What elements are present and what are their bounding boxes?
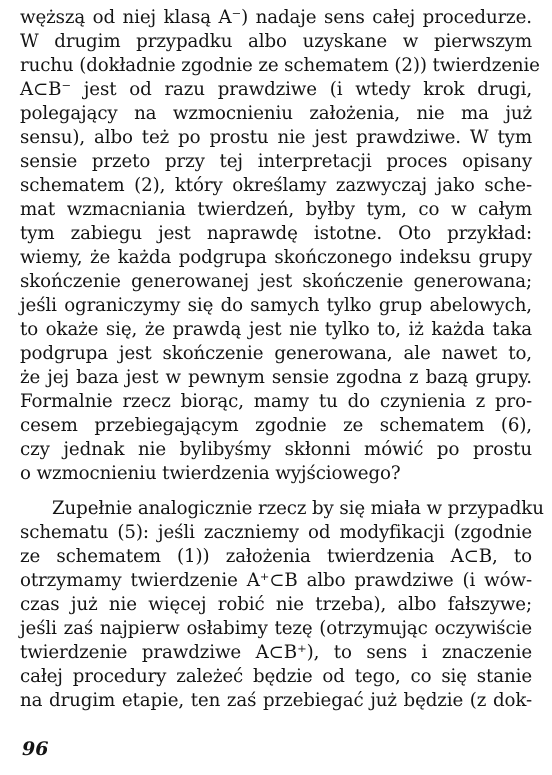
- text-line: polegający na wzmocnieniu założenia, nie ma już: [20, 103, 532, 124]
- text-line: całej procedury zależeć będzie od tego, co się stanie: [20, 666, 532, 687]
- text-line: schematu (5): jeśli zaczniemy od modyfikacji (zgodnie: [20, 522, 532, 543]
- text-line: węższą od niej klasą A⁻) nadaje sens całej procedurze.: [20, 7, 532, 28]
- text-line: schematem (2), który określamy zazwyczaj jako sche-: [20, 175, 532, 196]
- text-line: Zupełnie analogicznie rzecz by się miała w przypadku: [52, 498, 544, 519]
- text-line: ruchu (dokładnie zgodnie ze schematem (2)) twierdzenie: [20, 55, 540, 76]
- text-line: że jej baza jest w pewnym sensie zgodna z bazą grupy.: [20, 367, 532, 388]
- text-line: sensie przeto przy tej interpretacji proces opisany: [20, 151, 532, 172]
- text-line: czy jednak nie bylibyśmy skłonni mówić po prostu: [20, 439, 532, 460]
- text-line: ze schematem (1)) założenia twierdzenia A⊂B, to: [20, 546, 532, 567]
- page-number: 96: [22, 738, 49, 760]
- text-line: wiemy, że każda podgrupa skończonego indeksu grupy: [20, 247, 532, 268]
- text-line: skończenie generowanej jest skończenie generowana;: [20, 271, 532, 292]
- text-line: cesem przebiegającym zgodnie ze schematem (6),: [20, 415, 532, 436]
- text-line: podgrupa jest skończenie generowana, ale nawet to,: [20, 343, 532, 364]
- text-line: to okaże się, że prawdą jest nie tylko to, iż każda taka: [20, 319, 532, 340]
- text-line: W drugim przypadku albo uzyskane w pierwszym: [20, 31, 532, 52]
- text-line: A⊂B⁻ jest od razu prawdziwe (i wtedy krok drugi,: [20, 79, 532, 100]
- text-line: o wzmocnieniu twierdzenia wyjściowego?: [20, 463, 401, 484]
- text-line: na drugim etapie, ten zaś przebiegać już będzie (z dok-: [20, 690, 532, 711]
- text-line: tym zabiegu jest naprawdę istotne. Oto przykład:: [20, 223, 532, 244]
- text-line: jeśli zaś najpierw osłabimy tezę (otrzymując oczywiście: [20, 618, 532, 639]
- text-line: twierdzenie prawdziwe A⊂B⁺), to sens i znaczenie: [20, 642, 532, 663]
- text-line: sensu), albo też po prostu nie jest prawdziwe. W tym: [20, 127, 532, 148]
- text-line: jeśli ograniczymy się do samych tylko grup abelowych,: [20, 295, 532, 316]
- text-line: Formalnie rzecz biorąc, mamy tu do czynienia z pro-: [20, 391, 532, 412]
- text-line: czas już nie więcej robić nie trzeba), albo fałszywe;: [20, 594, 532, 615]
- text-line: otrzymamy twierdzenie A⁺⊂B albo prawdziwe (i wów-: [20, 570, 532, 591]
- text-line: mat wzmacniania twierdzeń, byłby tym, co w całym: [20, 199, 532, 220]
